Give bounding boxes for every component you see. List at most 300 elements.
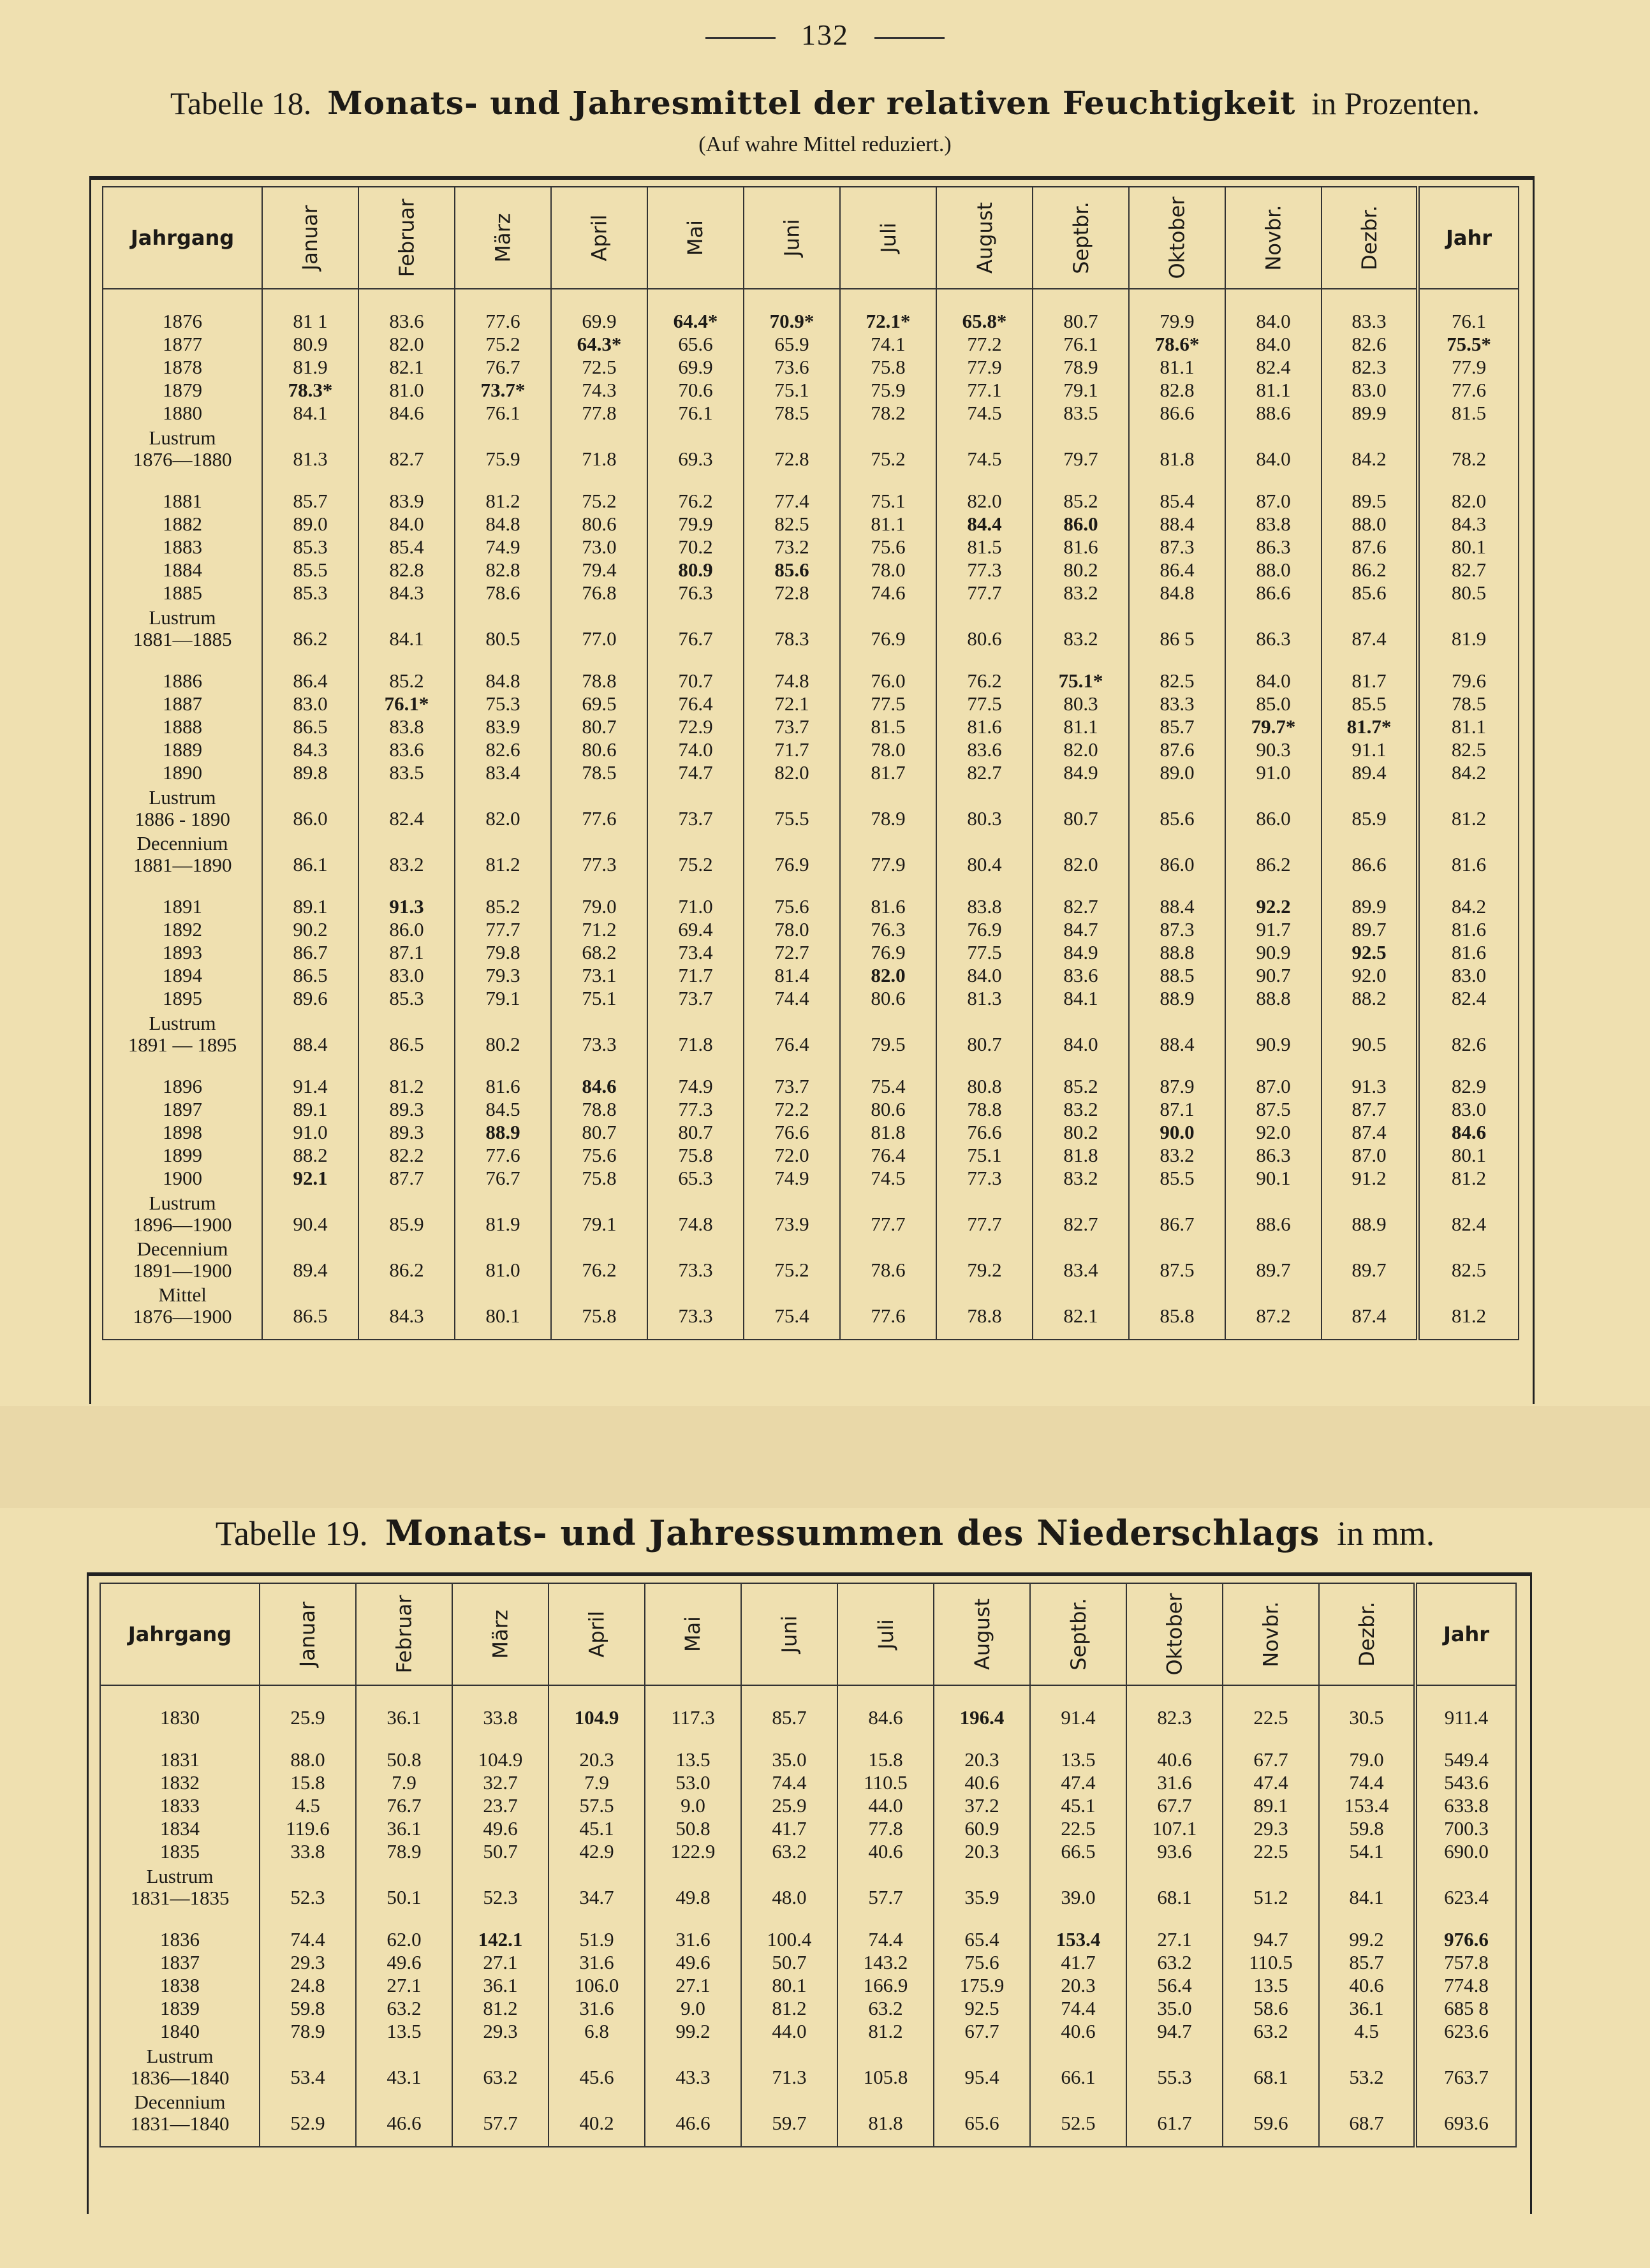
row-label: 1830 <box>100 1706 260 1729</box>
cell-year-value: 80.5 <box>1418 582 1519 604</box>
month-label: April <box>584 1611 609 1658</box>
cell-value: 74.4 <box>744 987 840 1010</box>
spacer-cell <box>356 1729 452 1748</box>
table-row <box>100 2020 1516 2043</box>
table-row <box>103 1075 1519 1098</box>
cell-value: 7.9 <box>549 1771 645 1794</box>
cell-value: 84.4 <box>936 513 1033 536</box>
cell-value: 104.9 <box>549 1706 645 1729</box>
month-label: Februar <box>392 1595 416 1674</box>
cell-value: 73.3 <box>647 1282 744 1328</box>
cell-value: 88.8 <box>1129 941 1225 964</box>
cell-year-value: 84.3 <box>1418 513 1519 536</box>
spacer-cell <box>262 1056 358 1075</box>
cell-value: 119.6 <box>260 1817 356 1840</box>
cell-value: 77.5 <box>936 692 1033 715</box>
spacer-cell <box>1418 1328 1519 1340</box>
cell-value: 82.0 <box>936 490 1033 513</box>
cell-value: 77.9 <box>936 356 1033 379</box>
cell-value: 63.2 <box>452 2043 549 2089</box>
cell-value: 75.2 <box>840 425 936 471</box>
row-label-kind: Decennium <box>134 2091 226 2113</box>
cell-value: 83.2 <box>1033 1167 1129 1190</box>
cell-value: 81.2 <box>741 1997 837 2020</box>
cell-value: 83.5 <box>1033 402 1129 425</box>
row-label <box>103 425 262 471</box>
cell-value: 59.7 <box>741 2089 837 2135</box>
cell-year-value: 81.9 <box>1418 604 1519 650</box>
cell-value: 71.7 <box>647 964 744 987</box>
spacer-cell <box>1126 1729 1223 1748</box>
cell-value: 90.7 <box>1225 964 1322 987</box>
cell-value: 86.3 <box>1225 604 1322 650</box>
cell-value: 72.1* <box>840 310 936 333</box>
table-row <box>103 918 1519 941</box>
spacer-cell <box>1129 471 1225 490</box>
spacer-cell <box>1319 1909 1415 1928</box>
month-label: Novbr. <box>1258 1601 1283 1667</box>
cell-value: 66.1 <box>1030 2043 1126 2089</box>
cell-value: 84.9 <box>1033 941 1129 964</box>
cell-value: 80.8 <box>936 1075 1033 1098</box>
cell-value: 85.5 <box>1322 692 1418 715</box>
cell-value: 80.6 <box>551 513 647 536</box>
column-header-month <box>1129 187 1225 289</box>
cell-value: 90.4 <box>262 1190 358 1236</box>
row-label: 1838 <box>100 1974 260 1997</box>
cell-value: 78.8 <box>936 1098 1033 1121</box>
spacer-cell <box>260 1729 356 1748</box>
cell-value: 87.5 <box>1129 1236 1225 1282</box>
cell-value: 76.3 <box>647 582 744 604</box>
row-label: 1879 <box>103 379 262 402</box>
cell-value: 63.2 <box>1223 2020 1319 2043</box>
cell-year-value: 77.6 <box>1418 379 1519 402</box>
column-header-month <box>262 187 358 289</box>
cell-value: 68.1 <box>1126 1863 1223 1909</box>
spacer-cell <box>1126 1685 1223 1706</box>
cell-year-value: 623.4 <box>1415 1863 1516 1909</box>
cell-value: 86.0 <box>262 784 358 830</box>
spacer-cell <box>455 1056 551 1075</box>
cell-value: 80.6 <box>936 604 1033 650</box>
row-label <box>100 1863 260 1909</box>
cell-value: 82.0 <box>840 964 936 987</box>
cell-value: 76.4 <box>840 1144 936 1167</box>
cell-value: 88.9 <box>455 1121 551 1144</box>
cell-year-value: 81.6 <box>1418 830 1519 876</box>
cell-value: 88.6 <box>1225 1190 1322 1236</box>
cell-value: 86.4 <box>262 669 358 692</box>
cell-value: 31.6 <box>645 1928 741 1951</box>
cell-value: 86 5 <box>1129 604 1225 650</box>
cell-value: 84.0 <box>1225 669 1322 692</box>
cell-value: 77.2 <box>936 333 1033 356</box>
cell-value: 73.3 <box>551 1010 647 1056</box>
month-label: März <box>488 1609 513 1659</box>
table-row <box>103 582 1519 604</box>
cell-value: 85.3 <box>358 987 455 1010</box>
cell-value: 83.2 <box>1033 604 1129 650</box>
cell-value: 59.8 <box>260 1997 356 2020</box>
cell-value: 86.1 <box>262 830 358 876</box>
cell-value: 81.6 <box>840 895 936 918</box>
cell-value: 84.0 <box>1225 425 1322 471</box>
cell-value: 7.9 <box>356 1771 452 1794</box>
cell-value: 89.4 <box>1322 761 1418 784</box>
cell-value: 88.5 <box>1129 964 1225 987</box>
column-header-month <box>356 1583 452 1685</box>
cell-value: 84.7 <box>1033 918 1129 941</box>
cell-value: 27.1 <box>645 1974 741 1997</box>
cell-value: 57.7 <box>452 2089 549 2135</box>
spacer-cell <box>744 471 840 490</box>
cell-value: 74.4 <box>1030 1997 1126 2020</box>
cell-value: 42.9 <box>549 1840 645 1863</box>
cell-value: 88.4 <box>1129 513 1225 536</box>
cell-value: 78.2 <box>840 402 936 425</box>
cell-value: 83.6 <box>1033 964 1129 987</box>
row-label: 1894 <box>103 964 262 987</box>
cell-value: 49.8 <box>645 1863 741 1909</box>
cell-value: 75.1 <box>936 1144 1033 1167</box>
spacer-cell <box>1418 471 1519 490</box>
spacer-cell <box>840 1056 936 1075</box>
cell-value: 74.5 <box>936 425 1033 471</box>
cell-value: 69.5 <box>551 692 647 715</box>
column-header-month <box>260 1583 356 1685</box>
cell-value: 83.9 <box>455 715 551 738</box>
column-header-month <box>741 1583 837 1685</box>
spacer-cell <box>1033 1328 1129 1340</box>
cell-value: 87.3 <box>1129 918 1225 941</box>
cell-value: 85.2 <box>1033 490 1129 513</box>
cell-value: 78.9 <box>260 2020 356 2043</box>
cell-value: 91.3 <box>358 895 455 918</box>
column-header-month <box>647 187 744 289</box>
cell-value: 9.0 <box>645 1794 741 1817</box>
cell-value: 86.2 <box>1225 830 1322 876</box>
row-label: 1878 <box>103 356 262 379</box>
cell-value: 117.3 <box>645 1706 741 1729</box>
cell-value: 83.0 <box>262 692 358 715</box>
cell-value: 33.8 <box>260 1840 356 1863</box>
table-row <box>103 425 1519 471</box>
cell-value: 80.7 <box>647 1121 744 1144</box>
cell-value: 86.7 <box>1129 1190 1225 1236</box>
row-label: 1877 <box>103 333 262 356</box>
month-label: April <box>587 214 612 261</box>
cell-value: 43.3 <box>645 2043 741 2089</box>
cell-value: 87.0 <box>1322 1144 1418 1167</box>
spacer-cell <box>262 876 358 895</box>
cell-value: 82.7 <box>936 761 1033 784</box>
cell-value: 40.6 <box>934 1771 1030 1794</box>
cell-value: 78.3* <box>262 379 358 402</box>
cell-value: 80.7 <box>551 1121 647 1144</box>
cell-value: 61.7 <box>1126 2089 1223 2135</box>
spacer-cell <box>837 1685 934 1706</box>
cell-value: 77.6 <box>551 784 647 830</box>
cell-value: 82.0 <box>455 784 551 830</box>
cell-value: 77.6 <box>455 310 551 333</box>
cell-year-value: 82.4 <box>1418 1190 1519 1236</box>
spacer-cell <box>934 1909 1030 1928</box>
cell-value: 45.1 <box>1030 1794 1126 1817</box>
spacer-cell <box>647 1056 744 1075</box>
cell-value: 83.2 <box>358 830 455 876</box>
row-label-period: 1886 - 1890 <box>135 808 230 830</box>
cell-year-value: 81.5 <box>1418 402 1519 425</box>
table-row <box>103 669 1519 692</box>
cell-value: 71.8 <box>551 425 647 471</box>
cell-value: 22.5 <box>1223 1706 1319 1729</box>
cell-value: 75.2 <box>455 333 551 356</box>
cell-value: 86.6 <box>1129 402 1225 425</box>
cell-value: 77.5 <box>840 692 936 715</box>
cell-value: 75.2 <box>551 490 647 513</box>
spacer-cell <box>262 289 358 310</box>
cell-value: 51.2 <box>1223 1863 1319 1909</box>
cell-value: 81.1 <box>1129 356 1225 379</box>
cell-value: 88.0 <box>1322 513 1418 536</box>
row-label-kind: Lustrum <box>149 786 216 808</box>
month-label: Januar <box>295 1601 320 1667</box>
cell-value: 79.8 <box>455 941 551 964</box>
cell-value: 46.6 <box>645 2089 741 2135</box>
cell-value: 75.8 <box>551 1282 647 1328</box>
cell-value: 88.9 <box>1322 1190 1418 1236</box>
cell-value: 78.3 <box>744 604 840 650</box>
table-row <box>103 1144 1519 1167</box>
cell-value: 90.3 <box>1225 738 1322 761</box>
table-row <box>103 784 1519 830</box>
cell-value: 77.3 <box>936 559 1033 582</box>
cell-value: 86.0 <box>1129 830 1225 876</box>
cell-value: 87.0 <box>1225 1075 1322 1098</box>
cell-value: 153.4 <box>1030 1928 1126 1951</box>
cell-value: 81.1 <box>1033 715 1129 738</box>
cell-value: 63.2 <box>837 1997 934 2020</box>
row-label: 1881 <box>103 490 262 513</box>
spacer-cell <box>551 1328 647 1340</box>
cell-value: 85.6 <box>1129 784 1225 830</box>
month-label: Februar <box>394 198 419 277</box>
table-row <box>103 692 1519 715</box>
month-label: August <box>972 202 997 274</box>
cell-value: 85.4 <box>1129 490 1225 513</box>
row-label: 1900 <box>103 1167 262 1190</box>
cell-year-value: 911.4 <box>1415 1706 1516 1729</box>
row-label: 1876 <box>103 310 262 333</box>
cell-value: 69.9 <box>647 356 744 379</box>
cell-value: 78.6 <box>840 1236 936 1282</box>
cell-value: 50.1 <box>356 1863 452 1909</box>
column-header-jahr: Jahr <box>1418 187 1519 289</box>
spacer-cell <box>1129 289 1225 310</box>
cell-value: 85.4 <box>358 536 455 559</box>
spacer-cell <box>262 1328 358 1340</box>
row-label: 1883 <box>103 536 262 559</box>
cell-value: 84.5 <box>455 1098 551 1121</box>
cell-value: 81.2 <box>455 830 551 876</box>
cell-value: 67.7 <box>1126 1794 1223 1817</box>
cell-value: 85.7 <box>262 490 358 513</box>
column-header-month <box>1223 1583 1319 1685</box>
cell-value: 82.8 <box>455 559 551 582</box>
cell-value: 76.0 <box>840 669 936 692</box>
table18-unit: in Prozenten. <box>1311 85 1480 121</box>
cell-value: 79.1 <box>1033 379 1129 402</box>
cell-value: 46.6 <box>356 2089 452 2135</box>
row-label: 1834 <box>100 1817 260 1840</box>
row-label-kind: Lustrum <box>149 606 216 629</box>
cell-value: 81.0 <box>455 1236 551 1282</box>
spacer-cell <box>934 1729 1030 1748</box>
cell-value: 81.8 <box>1129 425 1225 471</box>
cell-value: 76.6 <box>936 1121 1033 1144</box>
cell-value: 79.3 <box>455 964 551 987</box>
cell-value: 27.1 <box>452 1951 549 1974</box>
cell-value: 80.7 <box>1033 784 1129 830</box>
cell-value: 87.6 <box>1322 536 1418 559</box>
cell-value: 87.0 <box>1225 490 1322 513</box>
cell-value: 72.0 <box>744 1144 840 1167</box>
cell-value: 81.8 <box>1033 1144 1129 1167</box>
spacer-cell <box>840 650 936 669</box>
cell-value: 82.0 <box>744 761 840 784</box>
spacer-cell <box>1030 1729 1126 1748</box>
spacer-cell <box>1129 1056 1225 1075</box>
cell-value: 91.7 <box>1225 918 1322 941</box>
table-row <box>103 604 1519 650</box>
cell-value: 57.7 <box>837 1863 934 1909</box>
cell-value: 92.5 <box>934 1997 1030 2020</box>
cell-value: 73.1 <box>551 964 647 987</box>
row-label <box>103 830 262 876</box>
cell-value: 44.0 <box>837 1794 934 1817</box>
cell-value: 80.2 <box>455 1010 551 1056</box>
table-row <box>100 1748 1516 1771</box>
cell-value: 74.9 <box>647 1075 744 1098</box>
month-label: Juli <box>873 1619 898 1650</box>
cell-value: 85.7 <box>1129 715 1225 738</box>
table-row <box>100 1997 1516 2020</box>
spacer-cell <box>840 471 936 490</box>
cell-value: 88.8 <box>1225 987 1322 1010</box>
row-label: 1888 <box>103 715 262 738</box>
cell-value: 80.6 <box>840 1098 936 1121</box>
cell-year-value: 84.2 <box>1418 895 1519 918</box>
cell-value: 71.3 <box>741 2043 837 2089</box>
cell-value: 53.4 <box>260 2043 356 2089</box>
cell-value: 72.7 <box>744 941 840 964</box>
cell-value: 83.8 <box>358 715 455 738</box>
cell-value: 29.3 <box>452 2020 549 2043</box>
cell-value: 40.6 <box>837 1840 934 1863</box>
spacer-cell <box>452 1909 549 1928</box>
cell-value: 36.1 <box>356 1817 452 1840</box>
cell-value: 81.6 <box>936 715 1033 738</box>
cell-value: 79.1 <box>455 987 551 1010</box>
cell-value: 143.2 <box>837 1951 934 1974</box>
cell-value: 44.0 <box>741 2020 837 2043</box>
row-label-period: 1876—1900 <box>133 1305 232 1328</box>
cell-value: 73.9 <box>744 1190 840 1236</box>
spacer-cell <box>1033 471 1129 490</box>
cell-value: 76.7 <box>647 604 744 650</box>
cell-value: 70.6 <box>647 379 744 402</box>
cell-value: 70.2 <box>647 536 744 559</box>
cell-value: 91.0 <box>262 1121 358 1144</box>
table-row <box>100 1794 1516 1817</box>
cell-value: 88.4 <box>1129 895 1225 918</box>
cell-value: 78.9 <box>356 1840 452 1863</box>
spacer-cell <box>741 1909 837 1928</box>
spacer-cell <box>1033 650 1129 669</box>
cell-value: 92.5 <box>1322 941 1418 964</box>
spacer-cell <box>1418 876 1519 895</box>
row-label: 1887 <box>103 692 262 715</box>
month-label: Mai <box>683 219 708 256</box>
cell-value: 75.5 <box>744 784 840 830</box>
spacer-cell <box>936 1328 1033 1340</box>
cell-value: 80.2 <box>1033 1121 1129 1144</box>
cell-value: 77.4 <box>744 490 840 513</box>
cell-value: 24.8 <box>260 1974 356 1997</box>
cell-value: 87.7 <box>1322 1098 1418 1121</box>
table18-label: Tabelle 18. <box>170 85 312 121</box>
cell-value: 74.5 <box>840 1167 936 1190</box>
cell-value: 77.3 <box>551 830 647 876</box>
cell-value: 81.7 <box>840 761 936 784</box>
cell-value: 55.3 <box>1126 2043 1223 2089</box>
column-header-month <box>551 187 647 289</box>
spacer-cell <box>647 876 744 895</box>
spacer-cell <box>645 2135 741 2147</box>
spacer-cell <box>837 1909 934 1928</box>
page-number-rule-left <box>705 37 776 39</box>
cell-value: 52.3 <box>260 1863 356 1909</box>
spacer-cell <box>934 2135 1030 2147</box>
cell-value: 87.6 <box>1129 738 1225 761</box>
cell-value: 79.9 <box>647 513 744 536</box>
cell-value: 80.7 <box>936 1010 1033 1056</box>
cell-value: 53.2 <box>1319 2043 1415 2089</box>
cell-value: 81.2 <box>452 1997 549 2020</box>
spacer-cell <box>1129 650 1225 669</box>
page-number-text: 132 <box>801 18 849 51</box>
cell-value: 106.0 <box>549 1974 645 1997</box>
spacer-cell <box>741 1685 837 1706</box>
spacer-cell <box>1129 1328 1225 1340</box>
spacer-cell <box>551 471 647 490</box>
cell-value: 72.2 <box>744 1098 840 1121</box>
spacer-cell <box>1126 1909 1223 1928</box>
cell-value: 82.5 <box>744 513 840 536</box>
row-label-kind: Lustrum <box>149 1192 216 1214</box>
page-fold <box>0 1406 1650 1508</box>
cell-value: 82.7 <box>358 425 455 471</box>
table-row <box>103 715 1519 738</box>
cell-value: 80.6 <box>840 987 936 1010</box>
row-label: 1831 <box>100 1748 260 1771</box>
cell-value: 49.6 <box>645 1951 741 1974</box>
cell-value: 77.1 <box>936 379 1033 402</box>
cell-value: 77.8 <box>551 402 647 425</box>
month-label: August <box>969 1599 994 1670</box>
month-label: Januar <box>298 205 323 271</box>
